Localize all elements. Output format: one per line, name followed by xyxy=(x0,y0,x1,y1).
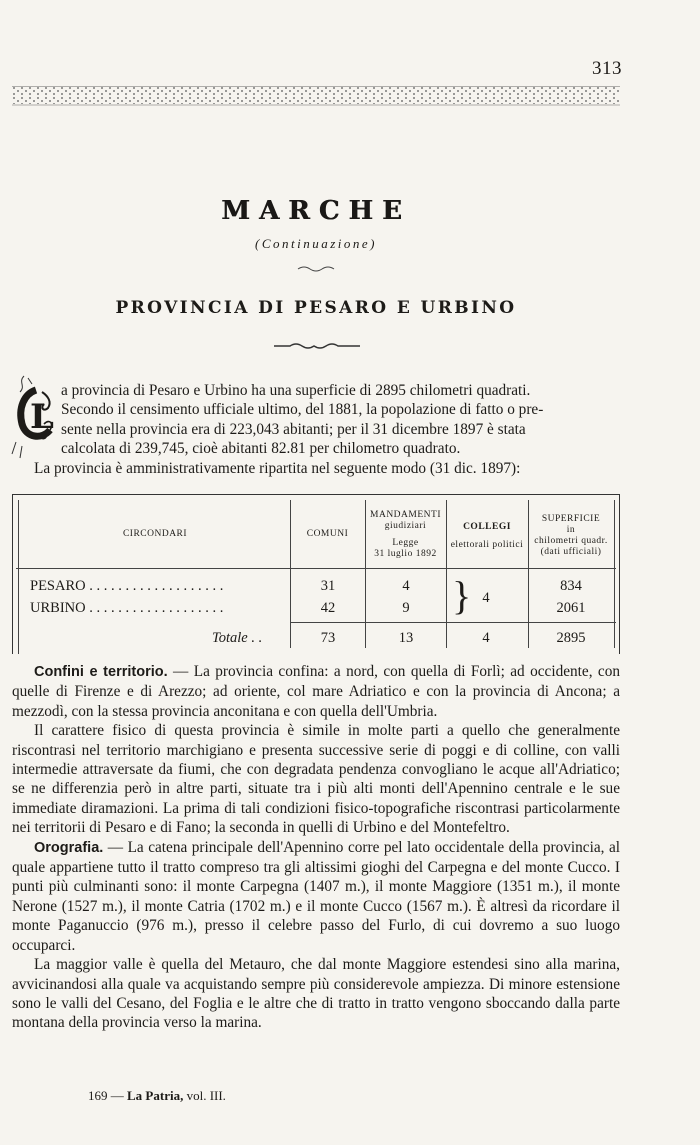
total-mandamenti: 13 xyxy=(398,630,414,646)
total-comuni: 73 xyxy=(320,630,336,646)
paragraph-orografia: Orografia. — La catena principale dell'Apennino corre pel lato occidentale della provincia, al quale appartiene tutto il tratto compreso tra gli altissimi gioghi del Carpegna e del monte Cucco. I punti più culminanti sono: il monte Carpegna (1407 m.), il monte Maggiore (1351 m.), il monte Nerone (1527 m.), il monte Catria (1702 m.) e il monte Cucco (1567 m.). È altresì da ricordare il monte Paganuccio (976 m.), presso il celebre passo del Furlo, di cui dovremo a suo luogo occuparci. xyxy=(12,838,620,954)
row-name: URBINO . . . . . . . . . . . . . . . . . . . xyxy=(30,600,224,616)
brace: } xyxy=(452,573,472,618)
total-label: Totale . . xyxy=(212,630,263,646)
row-mandamenti: 9 xyxy=(402,600,410,616)
row-superficie: 2061 xyxy=(556,600,586,616)
intro-line: sente nella provincia era di 223,043 abitanti; per il 31 dicembre 1897 è stata xyxy=(61,420,526,438)
squiggle-ornament xyxy=(296,260,336,278)
collegi-merged: 4 xyxy=(482,590,490,606)
header-superficie: SUPERFICIE in chilometri quadr. (dati ufficiali) xyxy=(534,514,608,557)
section-title: PROVINCIA DI PESARO E URBINO xyxy=(115,298,517,318)
drop-cap-letter: L xyxy=(30,397,54,437)
row-comuni: 31 xyxy=(320,578,336,594)
row-name: PESARO . . . . . . . . . . . . . . . . . . . xyxy=(30,578,224,594)
total-collegi: 4 xyxy=(482,630,490,646)
header-circondari: CIRCONDARI xyxy=(122,529,188,539)
header-mandamenti: MANDAMENTI giudiziari Legge 31 luglio 1892 xyxy=(370,510,441,559)
page-number: 313 xyxy=(592,58,622,79)
paragraph-confini: Confini e territorio. — La provincia confina: a nord, con quella di Forlì; ad occidente, con quelle di Firenze e di Arezzo; ad oriente, col mare Adriatico e con la provincia di Ancona; a mezzodì, con la stessa provincia anconitana e con quella dell'Umbria. xyxy=(12,663,621,720)
total-superficie: 2895 xyxy=(556,630,586,646)
row-mandamenti: 4 xyxy=(402,578,410,594)
heading-confini: Confini e territorio. xyxy=(34,664,168,680)
page-title: MARCHE xyxy=(221,196,411,226)
row-superficie: 834 xyxy=(560,578,582,594)
intro-line: calcolata di 239,745, cioè abitanti 82.81 per chilometro quadrato. xyxy=(61,440,461,458)
intro-line: La provincia è amministrativamente ripartita nel seguente modo (31 dic. 1897): xyxy=(34,459,521,477)
drop-cap-ornament xyxy=(8,372,58,460)
header-collegi: COLLEGI elettorali politici xyxy=(450,522,524,550)
publication-name: La Patria, xyxy=(127,1088,184,1103)
ornamental-border xyxy=(12,86,620,106)
subtitle: (Continuazione) xyxy=(255,236,377,251)
header-comuni: COMUNI xyxy=(306,529,349,539)
intro-line: a provincia di Pesaro e Urbino ha una superficie di 2895 chilometri quadrati. xyxy=(61,382,531,399)
paragraph-valle: La maggior valle è quella del Metauro, che dal monte Maggiore estendesi sino alla marina, avvicinandosi alla quale va acquistando sempre più considerevole ampiezza. Di minore estensione sono le valli del Cesano, del Foglia e le altre che di tratto in tratto vengono sboccando dalla parte montana della provincia verso la marina. xyxy=(12,956,620,1032)
heading-orografia: Orografia. xyxy=(34,839,104,856)
body-text xyxy=(12,662,620,1033)
row-comuni: 42 xyxy=(320,600,336,616)
intro-line: Secondo il censimento ufficiale ultimo, del 1881, la popolazione di fatto o pre- xyxy=(61,401,544,419)
footer: 169 — La Patria, vol. III. xyxy=(88,1088,226,1103)
paragraph-carattere: Il carattere fisico di questa provincia è simile in molte parti a quello che generalmente riscontrasi nel territorio marchigiano e presenta successive serie di poggi e di colline, con valli intermedie attraversate da fiumi, che con degradata pendenza convogliano le acque all'Adriatico; se ne differenzia però in altre parti, situate tra i più alti monti dell'Apennino centrale e le sue immediate diramazioni. La prima di tali condizioni fisico-topografiche riscontrasi particolarmente nei territorii di Pesaro e di Fano; la seconda in quelli di Urbino e del Montefeltro. xyxy=(12,722,620,837)
squiggle-ornament xyxy=(272,338,362,356)
